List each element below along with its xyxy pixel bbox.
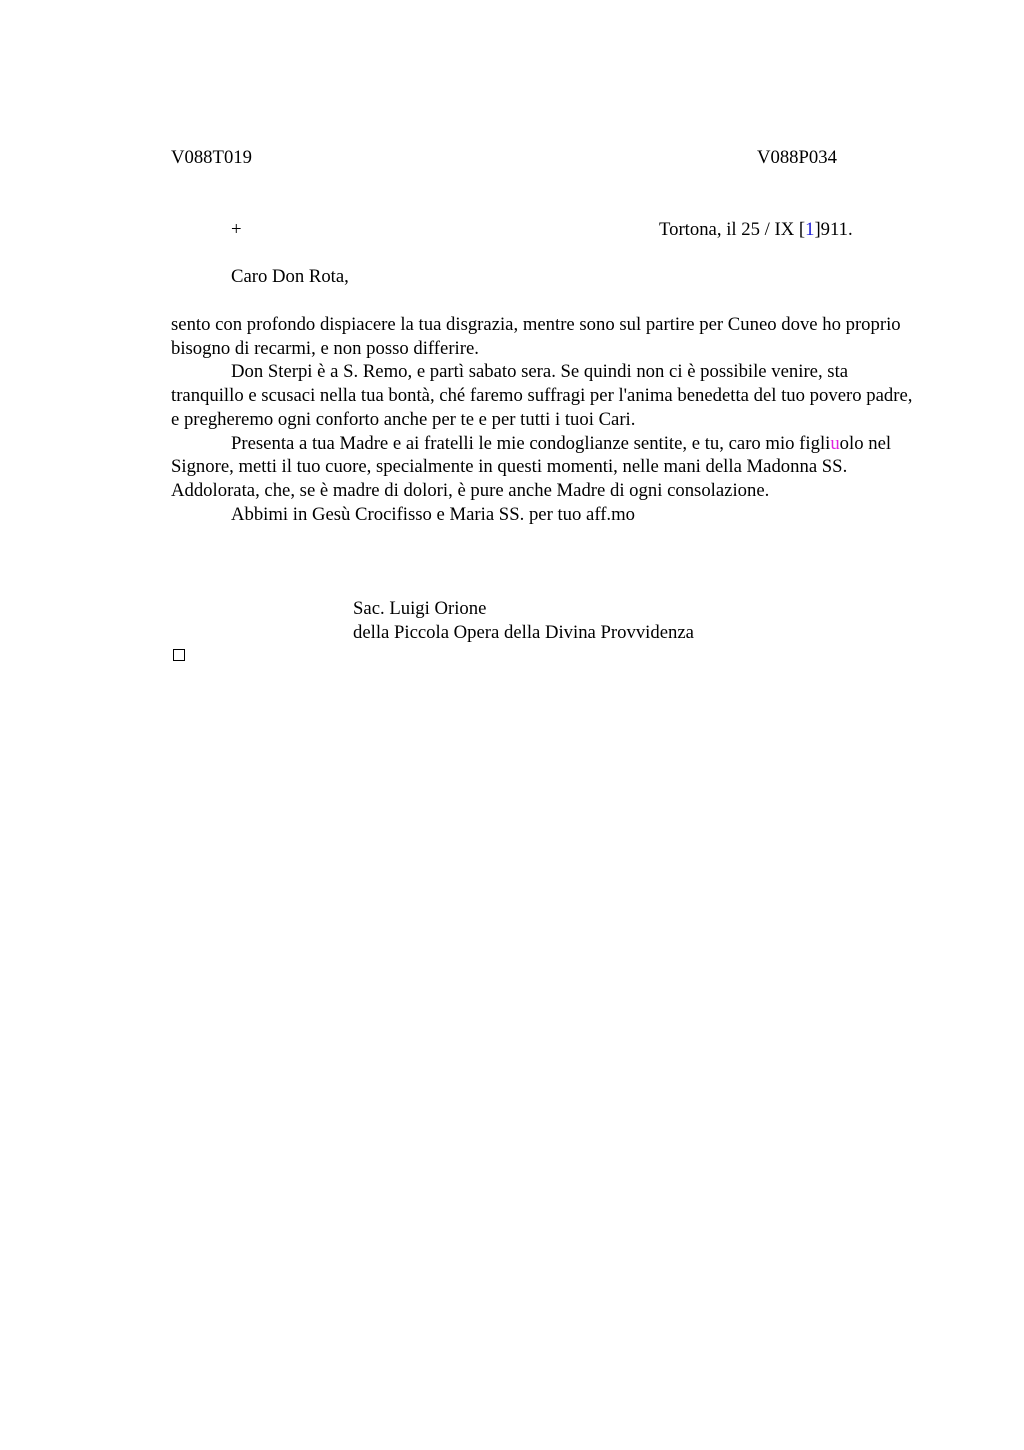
letter-body	[171, 313, 916, 526]
square-outline-icon	[173, 649, 185, 661]
dateline	[659, 218, 853, 242]
dateline-highlight: 1	[805, 219, 815, 240]
dateline-suffix: ]911.	[814, 219, 853, 240]
cross-mark: +	[231, 219, 242, 240]
greeting: Caro Don Rota,	[231, 266, 349, 287]
signature-name: Sac. Luigi Orione	[353, 598, 487, 619]
paragraph-2: Don Sterpi è a S. Remo, e partì sabato sera. Se quindi non ci è possibile venire, sta tranquillo e scusaci nella tua bontà, ché faremo suffragi per l'anima benedetta del tuo povero padre, e pregheremo ogni conforto anche per te e per tutti i tuoi Cari.	[171, 361, 913, 430]
dateline-prefix: Tortona, il 25 / IX [	[659, 219, 806, 240]
paragraph-3-part-1: Presenta a tua Madre e ai fratelli le mie condoglianze sentite, e tu, caro mio figli	[231, 432, 831, 454]
document-code-left: V088T019	[171, 147, 252, 168]
paragraph-4: Abbimi in Gesù Crocifisso e Maria SS. per tuo aff.mo	[231, 503, 635, 525]
signature-title: della Piccola Opera della Divina Provvidenza	[353, 622, 694, 643]
paragraph-3	[171, 432, 916, 503]
document-code-right: V088P034	[757, 147, 837, 168]
paragraph-1: sento con profondo dispiacere la tua disgrazia, mentre sono sul partire per Cuneo dove ho proprio bisogno di recarmi, e non posso differire.	[171, 314, 901, 359]
paragraph-3-highlight: u	[830, 432, 840, 454]
paragraph-3-part-2: olo nel Signore, metti il tuo cuore, specialmente in questi momenti, nelle mani della Madonna SS. Addolorata, che, se è madre di dolori, è pure anche Madre di ogni consolazione.	[171, 432, 892, 501]
